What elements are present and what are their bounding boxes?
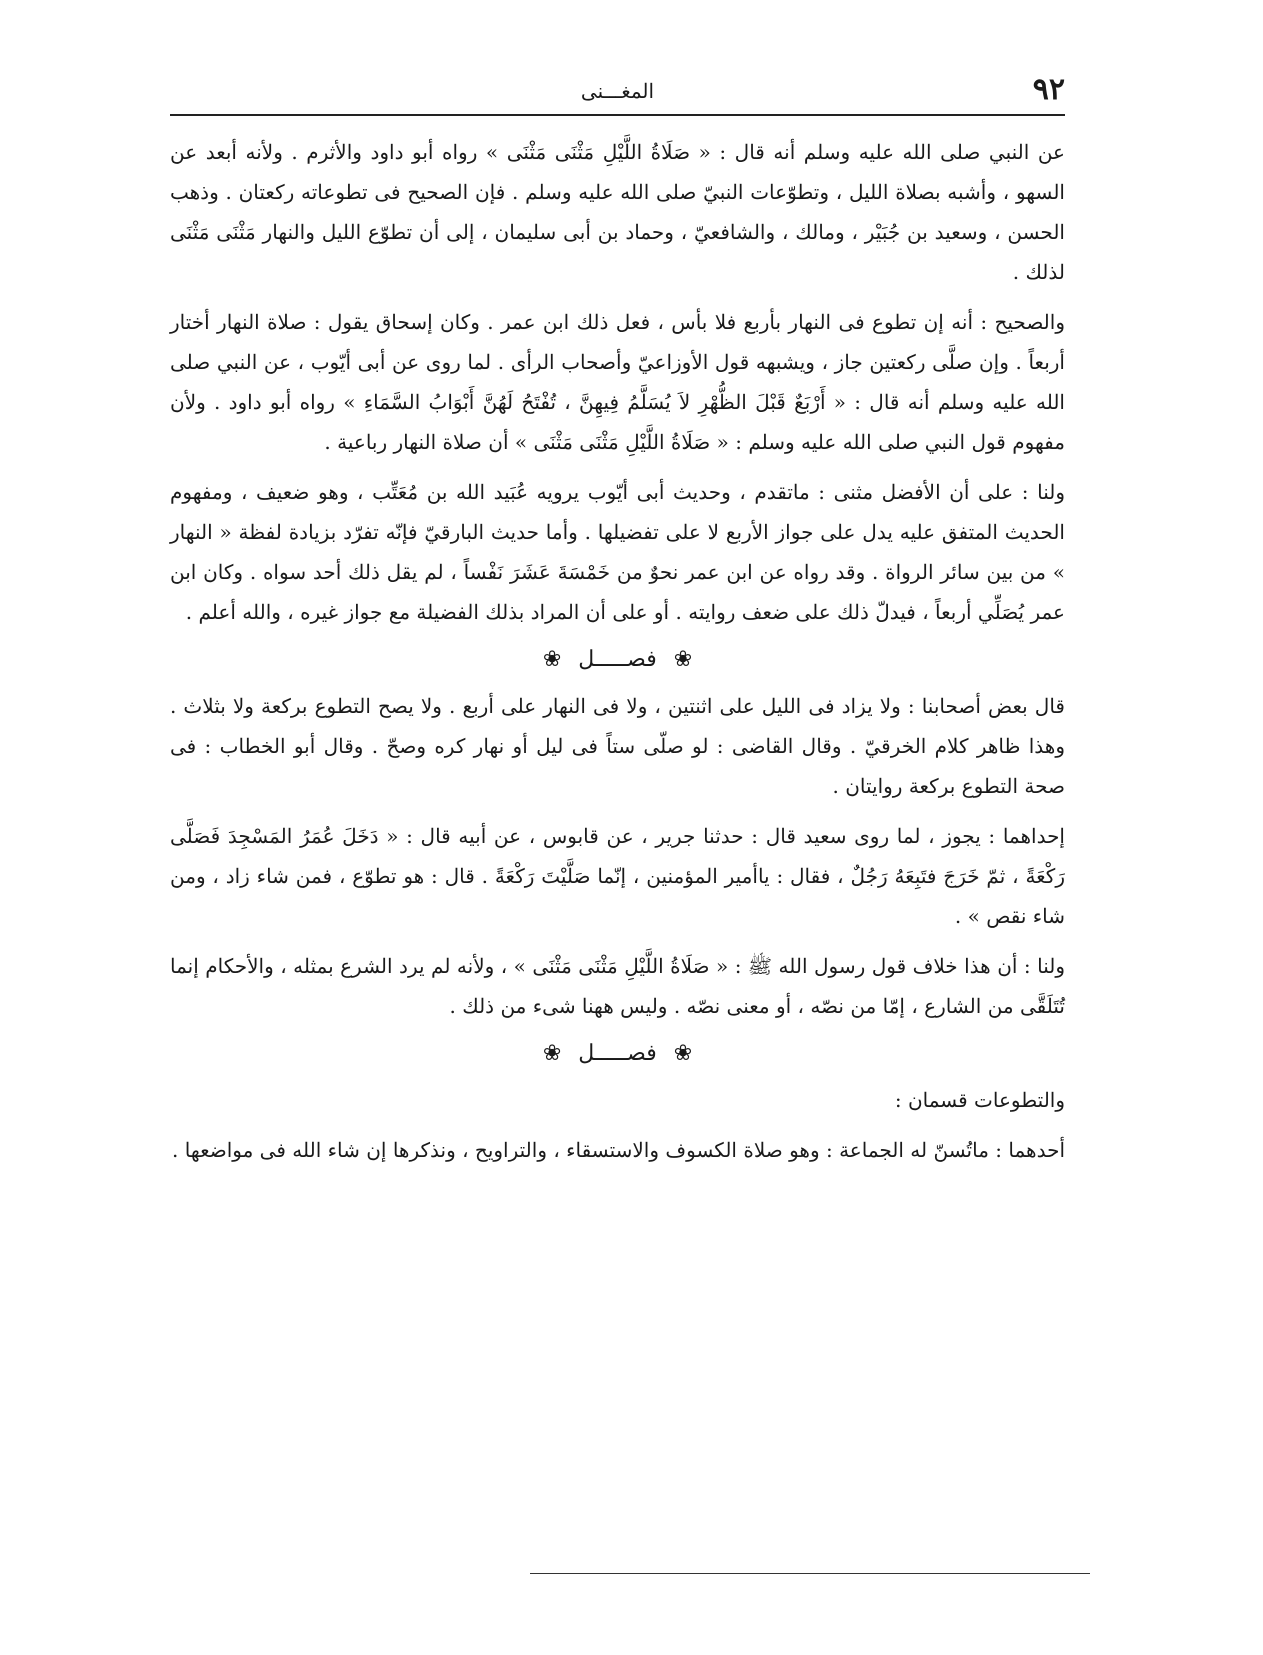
paragraph-2: والصحيح : أنه إن تطوع فى النهار بأربع فلا بأس ، فعل ذلك ابن عمر . وكان إسحاق يقول : صلاة النهار أختار أربعاً . وإن صلَّى ركعتين جاز ، ويشبهه قول الأوزاعيّ وأصحاب الرأى . لما روى عن أبى أيّوب ، عن النبي صلى الله عليه وسلم أنه قال : « أَرْبَعٌ قَبْلَ الظُّهْرِ لاَ يُسَلَّمُ فِيهِنَّ ، تُفْتَحُ لَهُنَّ أَبْوَابُ السَّمَاءِ » رواه أبو داود . ولأن مفهوم قول النبي صلى الله عليه وسلم : « صَلَاةُ اللَّيْلِ مَثْنَى مَثْنَى » أن صلاة النهار رباعية . [170,310,1065,454]
section-heading-2 [170,1036,1065,1072]
ornament-icon: ❀ [673,1041,693,1066]
page-number: ٩٢ [1032,72,1065,107]
section-heading-1-text: فصـــــل [578,647,657,672]
paragraph-3: ولنا : على أن الأفضل مثنى : ماتقدم ، وحديث أبى أيّوب يرويه عُبَيد الله بن مُعَتِّب ، وهو ضعيف ، ومفهوم الحديث المتفق عليه يدل على جواز الأربع لا على تفضيلها . وأما حديث البارقيّ فإنّه تفرّد بزيادة لفظة « النهار » من بين سائر الرواة . وقد رواه عن ابن عمر نحوٌ من خَمْسَةَ عَشَرَ نَفْساً ، لم يقل ذلك أحد سواه . وكان ابن عمر يُصَلِّي أربعاً ، فيدلّ ذلك على ضعف روايته . أو على أن المراد بذلك الفضيلة مع جواز غيره ، والله أعلم . [170,480,1065,624]
section-heading-1 [170,642,1065,678]
paragraph-7: والتطوعات قسمان : [894,1088,1065,1112]
ornament-icon: ❀ [542,1041,562,1066]
paragraph-1: عن النبي صلى الله عليه وسلم أنه قال : « صَلَاةُ اللَّيْلِ مَثْنَى مَثْنَى » رواه أبو داود والأثرم . ولأنه أبعد عن السهو ، وأشبه بصلاة الليل ، وتطوّعات النبيّ صلى الله عليه وسلم . فإن الصحيح فى تطوعاته ركعتان . وذهب الحسن ، وسعيد بن جُبَيْر ، ومالك ، والشافعيّ ، وحماد بن أبى سليمان ، إلى أن تطوّع الليل والنهار مَثْنَى مَثْنَى لذلك . [170,140,1065,284]
paragraph-5: إحداهما : يجوز ، لما روى سعيد قال : حدثنا جرير ، عن قابوس ، عن أبيه قال : « دَخَلَ عُمَرُ المَسْجِدَ فَصَلَّى رَكْعَةً ، ثمّ خَرَجَ فتَبِعَهُ رَجُلٌ ، فقال : ياأمير المؤمنين ، إنّما صَلَّيْتَ رَكْعَةً . قال : هو تطوّع ، فمن شاء زاد ، ومن شاء نقص » . [170,824,1065,928]
footer-divider [530,1573,1090,1574]
paragraph-6: ولنا : أن هذا خلاف قول رسول الله ﷺ : « صَلَاةُ اللَّيْلِ مَثْنَى مَثْنَى » ، ولأنه لم يرد الشرع بمثله ، والأحكام إنما تُتَلَقَّى من الشارع ، إمّا من نصّه ، أو معنى نصّه . وليس ههنا شىء من ذلك . [170,954,1065,1018]
ornament-icon: ❀ [673,647,693,672]
document-page [170,70,1065,1180]
running-title: المغـــنى [580,79,655,103]
paragraph-4: قال بعض أصحابنا : ولا يزاد فى الليل على اثنتين ، ولا فى النهار على أربع . ولا يصح التطوع بركعة ولا بثلاث . وهذا ظاهر كلام الخرقيّ . وقال القاضى : لو صلّى ستاً فى ليل أو نهار كره وصحّ . وقال أبو الخطاب : فى صحة التطوع بركعة روايتان . [170,694,1065,798]
section-heading-2-text: فصـــــل [578,1041,657,1066]
paragraph-8: أحدهما : ماتُسنّ له الجماعة : وهو صلاة الكسوف والاستسقاء ، والتراويح ، ونذكرها إن شاء الله فى مواضعها . [172,1138,1065,1162]
page-header [170,70,1065,116]
ornament-icon: ❀ [542,647,562,672]
